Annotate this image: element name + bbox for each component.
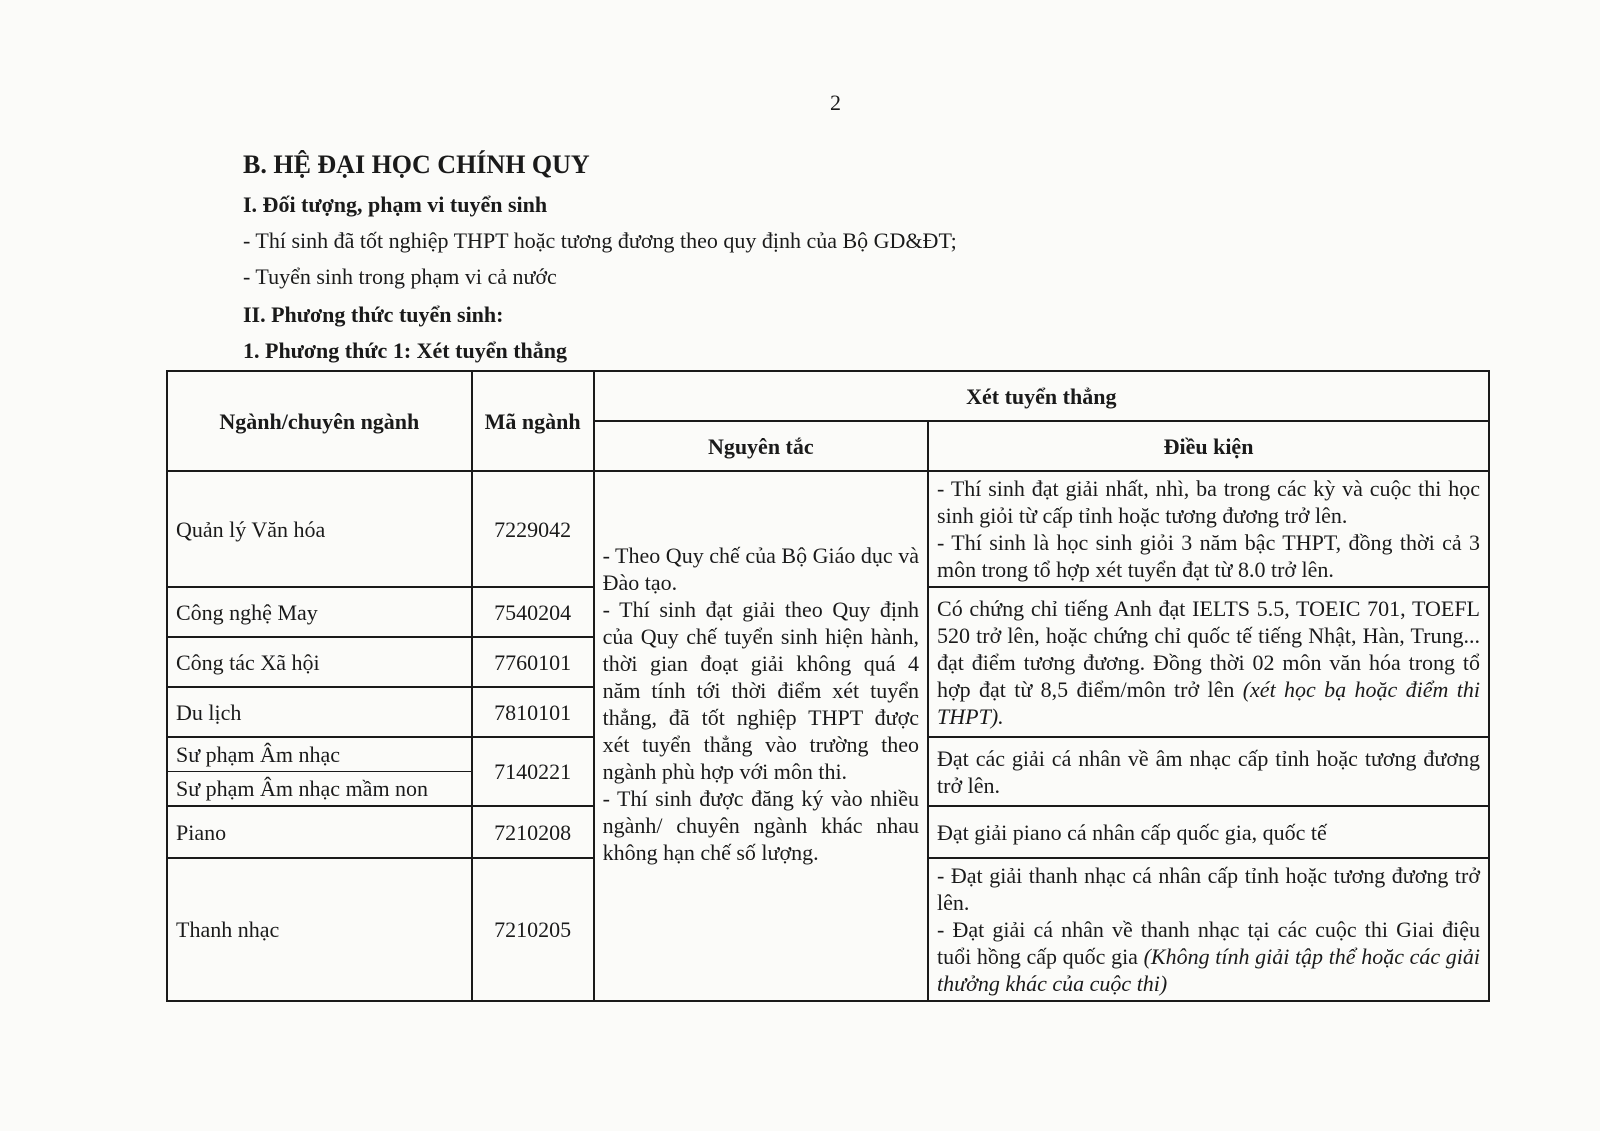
principle-cell (594, 471, 928, 1001)
condition-vocal-2: - Đạt giải cá nhân về thanh nhạc tại các cuộc thi Giai điệu tuổi hồng cấp quốc gia (937, 917, 1480, 969)
code-cell: 7210205 (472, 858, 594, 1001)
method-1-heading: 1. Phương thức 1: Xét tuyển thẳng (243, 338, 567, 363)
header-code: Mã ngành (472, 371, 594, 471)
condition-vocal (928, 858, 1489, 1001)
condition-language (928, 587, 1489, 737)
condition-language-text: Có chứng chỉ tiếng Anh đạt IELTS 5.5, TOEIC 701, TOEFL 520 trở lên, hoặc chứng chỉ quốc tế tiếng Nhật, Hàn, Trung... đạt điểm tương đương. Đồng thời 02 môn văn hóa trong tổ hợp đạt từ 8,5 điểm/môn trở lên (937, 595, 1480, 702)
major-cell: Thanh nhạc (167, 858, 472, 1001)
table-row (167, 471, 1489, 587)
code-cell: 7229042 (472, 471, 594, 587)
major-cell: Du lịch (167, 687, 472, 737)
code-cell: 7760101 (472, 637, 594, 687)
code-cell: 7810101 (472, 687, 594, 737)
bullet-scope: - Tuyển sinh trong phạm vi cả nước (243, 264, 557, 289)
bullet-eligibility: - Thí sinh đã tốt nghiệp THPT hoặc tương đương theo quy định của Bộ GD&ĐT; (243, 228, 957, 253)
header-direct-admission: Xét tuyển thẳng (594, 371, 1489, 421)
major-cell: Công nghệ May (167, 587, 472, 637)
header-principle: Nguyên tắc (594, 421, 928, 471)
major-cell: Piano (167, 806, 472, 858)
major-cell-music (167, 737, 472, 806)
code-cell: 7140221 (472, 737, 594, 806)
major-cell: Quản lý Văn hóa (167, 471, 472, 587)
condition-language-note: (xét học bạ hoặc điểm thi THPT). (937, 676, 1480, 729)
major-cell: Công tác Xã hội (167, 637, 472, 687)
condition-culture: - Thí sinh đạt giải nhất, nhì, ba trong các kỳ và cuộc thi học sinh giỏi từ cấp tỉnh hoặc tương đương trở lên. - Thí sinh là học sinh giỏi 3 năm bậc THPT, đồng thời cả 3 môn trong tổ hợp xét tuyển đạt từ 8.0 trở lên. (928, 471, 1489, 587)
page-number: 2 (830, 90, 841, 115)
code-cell: 7210208 (472, 806, 594, 858)
header-major: Ngành/chuyên ngành (167, 371, 472, 471)
header-condition: Điều kiện (928, 421, 1489, 471)
condition-piano: Đạt giải piano cá nhân cấp quốc gia, quốc tế (928, 806, 1489, 858)
admission-table (166, 370, 1490, 1002)
code-cell: 7540204 (472, 587, 594, 637)
section-ii-heading: II. Phương thức tuyển sinh: (243, 302, 504, 327)
condition-vocal-note: (Không tính giải tập thể hoặc các giải thưởng khác của cuộc thi) (937, 944, 1480, 996)
principle-text: - Theo Quy chế của Bộ Giáo dục và Đào tạo. - Thí sinh đạt giải theo Quy định của Quy chế tuyển sinh hiện hành, thời gian đoạt giải không quá 4 năm tính tới thời điểm xét tuyển thẳng, đã tốt nghiệp THPT được xét tuyển thẳng vào trường theo ngành phù hợp với môn thi. - Thí sinh được đăng ký vào nhiều ngành/ chuyên ngành khác nhau không hạn chế số lượng. (602, 543, 920, 865)
section-i-heading: I. Đối tượng, phạm vi tuyển sinh (243, 192, 548, 217)
major-music-preschool: Sư phạm Âm nhạc mầm non (176, 776, 429, 801)
condition-vocal-1: - Đạt giải thanh nhạc cá nhân cấp tỉnh hoặc tương đương trở lên. (937, 863, 1480, 915)
section-b-heading: B. HỆ ĐẠI HỌC CHÍNH QUY (243, 150, 590, 179)
condition-music: Đạt các giải cá nhân về âm nhạc cấp tỉnh hoặc tương đương trở lên. (928, 737, 1489, 806)
major-music: Sư phạm Âm nhạc (168, 738, 471, 772)
